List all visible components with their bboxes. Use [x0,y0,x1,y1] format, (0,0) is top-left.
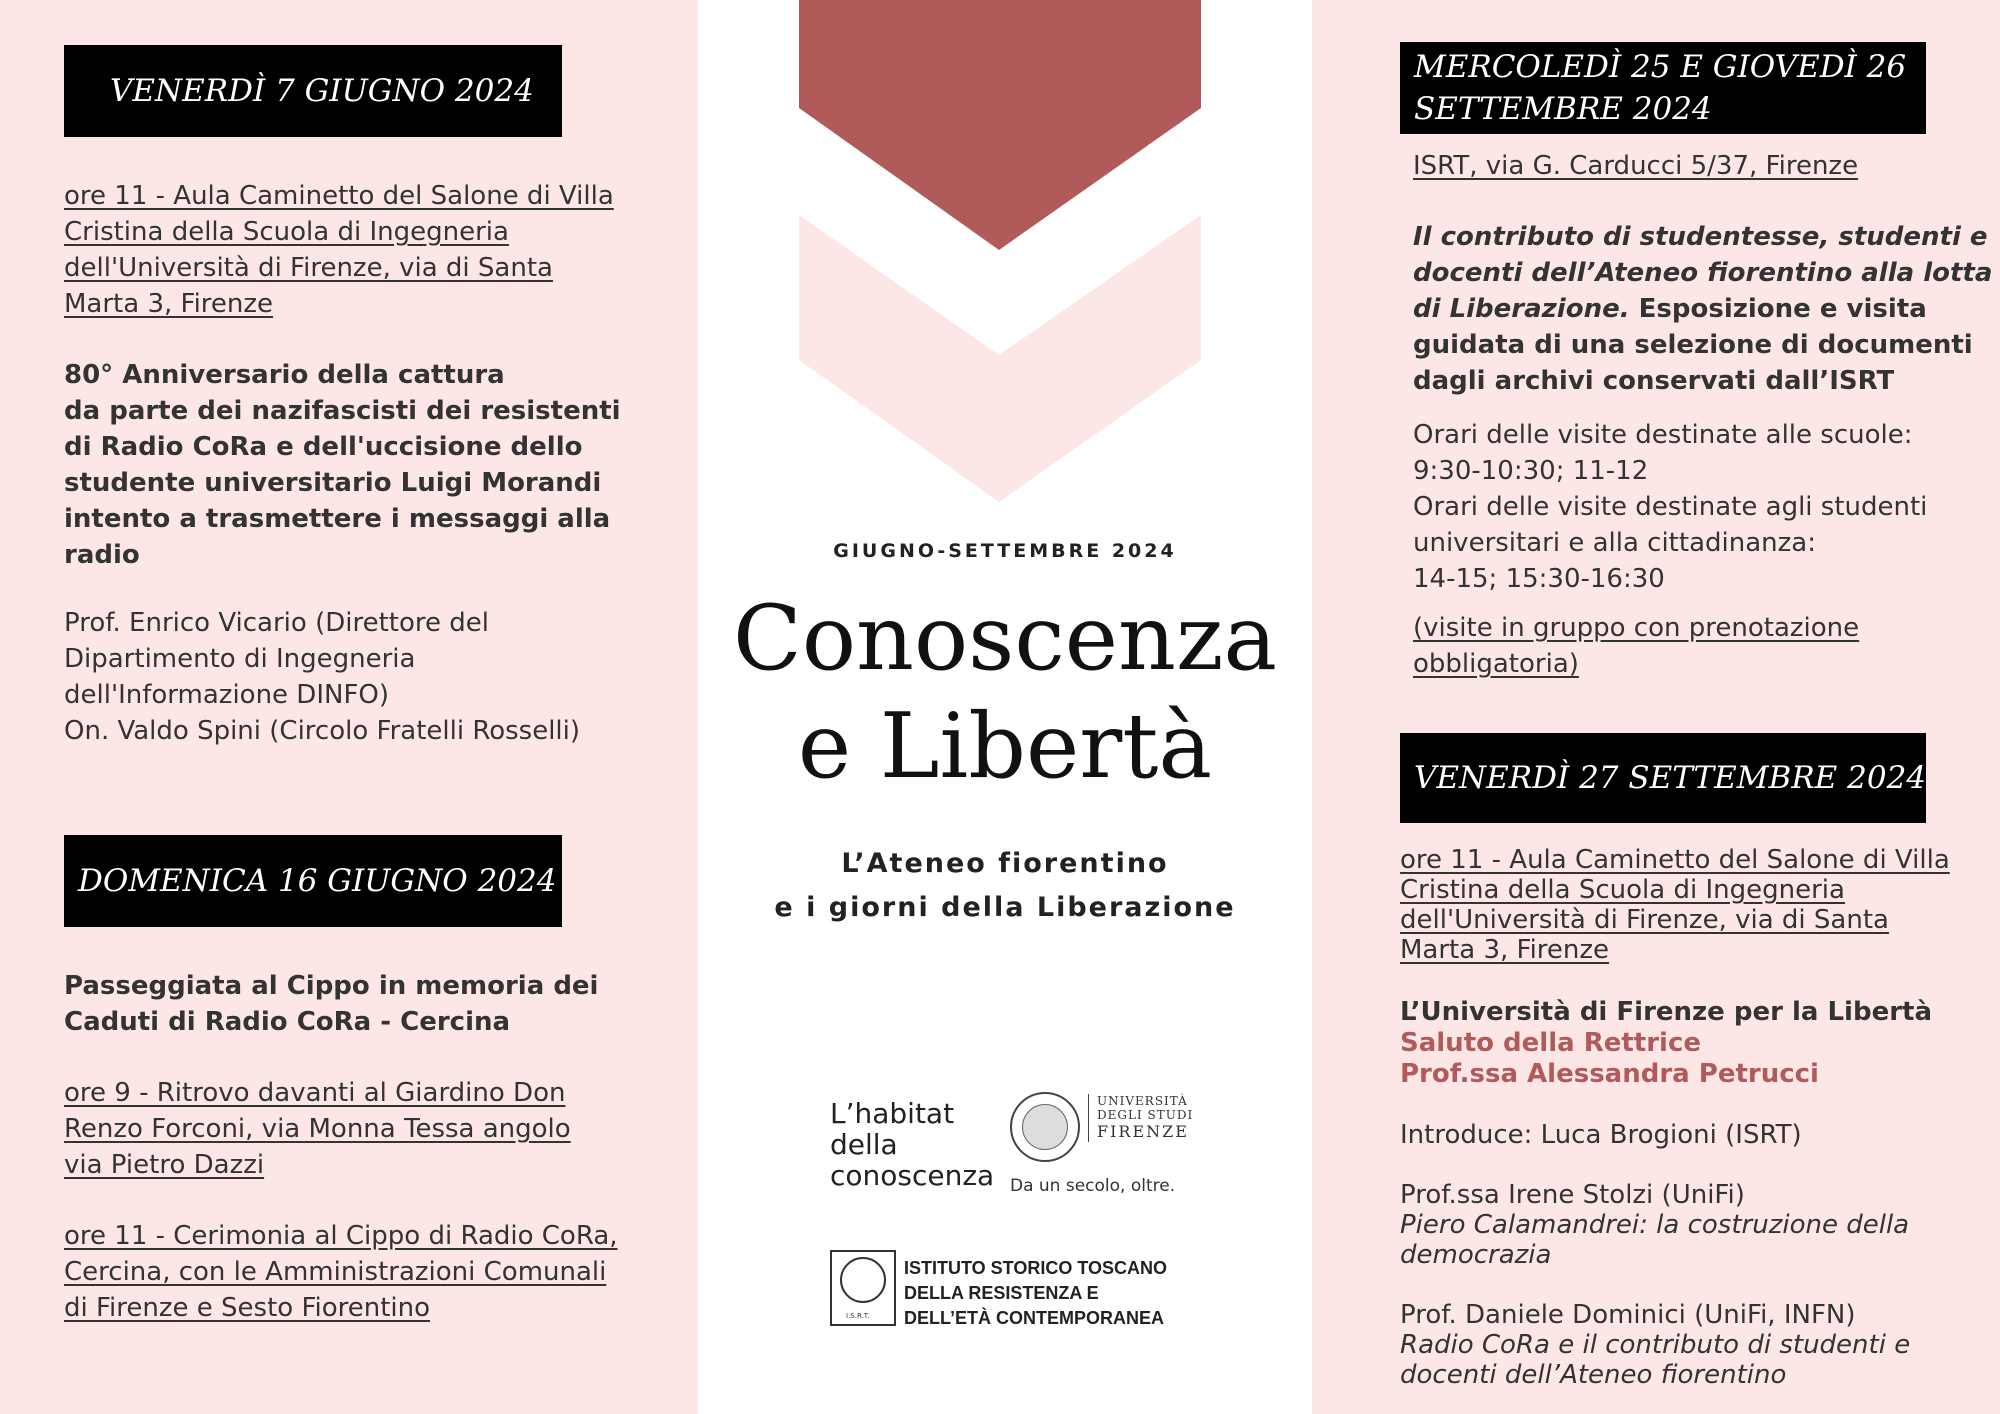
venue-line: ore 11 - Aula Caminetto del Salone di Villa [64,181,614,211]
event-line: intento a trasmettere i messaggi alla [64,504,611,534]
habitat-logo-line: L’habitat [830,1097,955,1130]
venue-sept-27[interactable] [1400,845,1950,965]
item-line: Renzo Forconi, via Monna Tessa angolo [64,1114,571,1144]
unifi-seal-center [1022,1104,1068,1150]
date-banner-june-7 [64,45,562,137]
center-panel [698,0,1312,1414]
speaker-line: dell'Informazione DINFO) [64,680,390,710]
speaker-name: Prof. Daniele Dominici (UniFi, INFN) [1400,1300,1856,1330]
greeting-line: Saluto della Rettrice [1400,1028,1701,1058]
item-line: ore 9 - Ritrovo davanti al Giardino Don [64,1078,566,1108]
exhibition-description [1413,219,1992,399]
greeting-line: Prof.ssa Alessandra Petrucci [1400,1059,1819,1089]
unifi-logo-line: FIRENZE [1097,1122,1189,1141]
venue-line: dell'Università di Firenze, via di Santa [64,253,553,283]
event-period: GIUGNO-SETTEMBRE 2024 [833,540,1177,562]
unifi-motto: Da un secolo, oltre. [1010,1176,1176,1196]
hours-line: Orari delle visite destinate agli studenti [1413,492,1928,522]
exhibition-line-italic: di Liberazione. [1413,294,1630,324]
meeting-point-june-16[interactable] [64,1075,571,1183]
venue-isrt[interactable] [1413,148,1858,184]
ceremony-june-16[interactable] [64,1218,618,1326]
exhibition-line: docenti dell’Ateneo fiorentino alla lotta [1413,258,1993,288]
main-title [698,585,1312,801]
date-banner-text: DOMENICA 16 GIUGNO 2024 [78,863,557,899]
event-title-june-7 [64,357,621,573]
date-banner-text: VENERDÌ 27 SETTEMBRE 2024 [1414,760,1927,796]
venue-line: Cristina della Scuola di Ingegneria [64,217,509,247]
exhibition-line: Il contributo di studentesse, studenti e [1413,222,1988,252]
talk-title-line: Piero Calamandrei: la costruzione della [1400,1210,1910,1240]
item-line: Cercina, con le Amministrazioni Comunali [64,1257,607,1287]
booking-note[interactable] [1413,610,1859,682]
venue-line: ISRT, via G. Carducci 5/37, Firenze [1413,151,1859,181]
exhibition-line: guidata di una selezione di documenti [1413,330,1973,360]
date-banner-text: VENERDÌ 7 GIUGNO 2024 [110,73,534,109]
event-sept-27 [1400,997,1932,1090]
unifi-logo [1010,1092,1194,1202]
venue-line: dell'Università di Firenze, via di Santa [1400,905,1889,935]
booking-line: (visite in gruppo con prenotazione [1413,613,1860,643]
visit-hours [1413,417,1927,597]
event-title: L’Università di Firenze per la Libertà [1400,997,1932,1027]
chevron-graphic [698,0,1312,520]
chevron-light-shape [799,215,1201,502]
speaker-line: Prof. Enrico Vicario (Direttore del [64,608,489,638]
isrt-logo-text [904,1256,1167,1331]
habitat-logo-line: conoscenza [830,1159,995,1192]
item-line: ore 11 - Cerimonia al Cippo di Radio CoRa, [64,1221,618,1251]
speaker-line: On. Valdo Spini (Circolo Fratelli Rosselli) [64,716,581,746]
isrt-logo-line: DELL’ETÀ CONTEMPORANEA [904,1308,1165,1328]
event-line: studente universitario Luigi Morandi [64,468,602,498]
venue-line: Cristina della Scuola di Ingegneria [1400,875,1845,905]
isrt-logo-line: DELLA RESISTENZA E [904,1283,1099,1303]
exhibition-line: dagli archivi conservati dall’ISRT [1413,366,1895,396]
date-banner-text: SETTEMBRE 2024 [1414,91,1712,127]
introducer: Introduce: Luca Brogioni (ISRT) [1400,1120,1802,1150]
habitat-logo [830,1098,994,1191]
chevron-dark-shape [799,0,1201,250]
isrt-logo-line: ISTITUTO STORICO TOSCANO [904,1258,1168,1278]
venue-june-7[interactable] [64,178,614,322]
talk-stolzi [1400,1180,1909,1270]
event-line: Passeggiata al Cippo in memoria dei [64,971,599,1001]
date-banner-text: MERCOLEDÌ 25 E GIOVEDÌ 26 [1414,49,1907,85]
main-title-line: e Libertà [797,694,1213,799]
item-line: di Firenze e Sesto Fiorentino [64,1293,431,1323]
talk-title-line: docenti dell’Ateneo fiorentino [1400,1360,1787,1390]
venue-line: ore 11 - Aula Caminetto del Salone di Villa [1400,845,1950,875]
hours-line: universitari e alla cittadinanza: [1413,528,1816,558]
talk-title-line: Radio CoRa e il contributo di studenti e [1400,1330,1911,1360]
event-line: da parte dei nazifascisti dei resistenti [64,396,621,426]
unifi-seal-icon [1010,1092,1080,1162]
subtitle [698,842,1312,930]
subtitle-line: L’Ateneo fiorentino [841,848,1169,879]
habitat-logo-line: della [830,1128,898,1161]
hours-line: Orari delle visite destinate alle scuole: [1413,420,1913,450]
hours-line: 14-15; 15:30-16:30 [1413,564,1665,594]
venue-line: Marta 3, Firenze [1400,935,1610,965]
event-line: 80° Anniversario della cattura [64,360,505,390]
date-banner-june-16 [64,835,562,927]
date-banner-sept-27 [1400,733,1926,823]
unifi-logo-line: UNIVERSITÀ [1097,1094,1188,1108]
hours-line: 9:30-10:30; 11-12 [1413,456,1649,486]
venue-line: Marta 3, Firenze [64,289,274,319]
isrt-emblem-icon [830,1250,896,1326]
subtitle-line: e i giorni della Liberazione [774,892,1236,923]
item-line: via Pietro Dazzi [64,1150,265,1180]
isrt-emblem-circle [840,1257,886,1303]
unifi-logo-line: DEGLI STUDI [1097,1108,1194,1122]
event-line: di Radio CoRa e dell'uccisione dello [64,432,583,462]
isrt-logo [830,1250,1170,1330]
speaker-line: Dipartimento di Ingegneria [64,644,416,674]
event-line: radio [64,540,140,570]
isrt-emblem-label: I.S.R.T. [846,1312,870,1320]
left-panel [0,0,698,1414]
main-title-line: Conoscenza [732,586,1278,691]
date-banner-sept-25-26 [1400,42,1926,134]
event-title-june-16 [64,968,598,1040]
speaker-name: Prof.ssa Irene Stolzi (UniFi) [1400,1180,1745,1210]
unifi-logo-text [1088,1094,1193,1142]
exhibition-line-rest: Esposizione e visita [1629,294,1927,324]
event-line: Caduti di Radio CoRa - Cercina [64,1007,511,1037]
right-panel [1312,0,2000,1414]
talk-title-line: democrazia [1400,1240,1552,1270]
talk-dominici [1400,1300,1910,1390]
booking-line: obbligatoria) [1413,649,1579,679]
speakers-june-7 [64,605,580,749]
